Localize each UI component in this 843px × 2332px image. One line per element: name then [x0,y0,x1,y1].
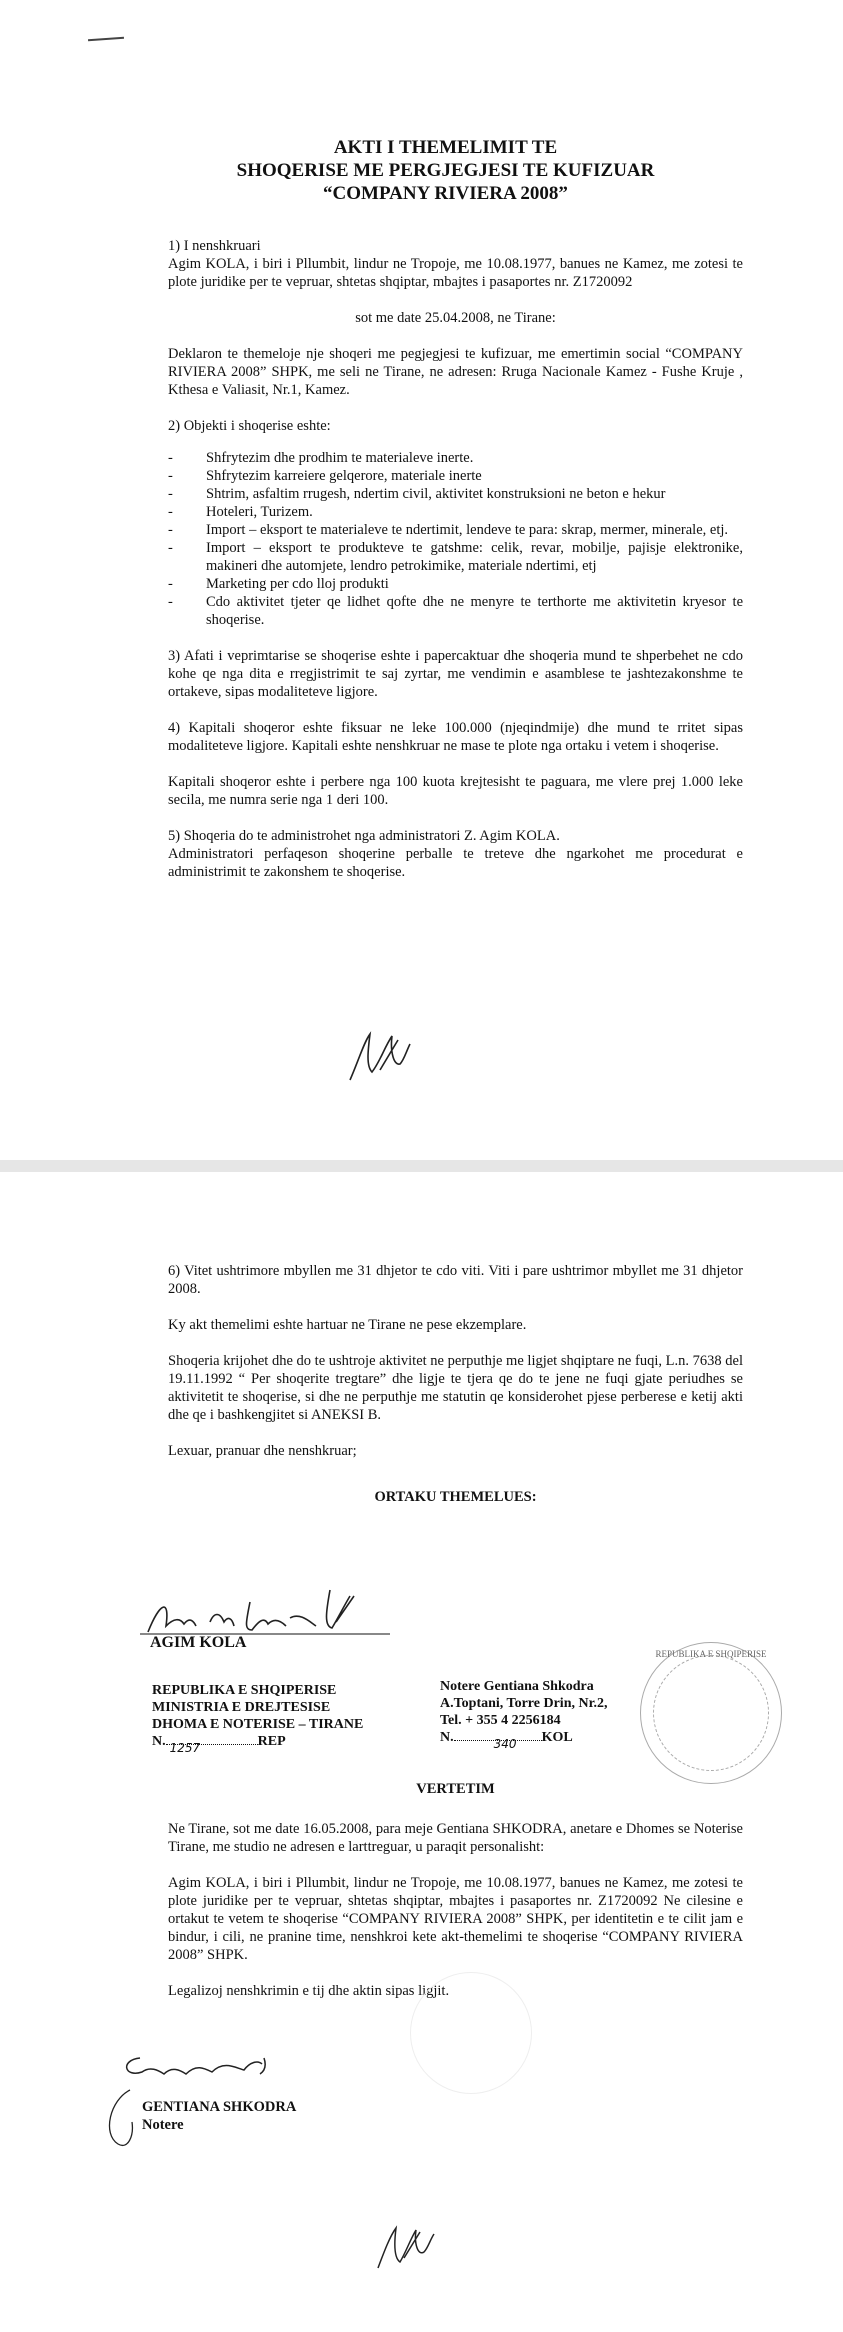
initials-signature [340,1022,420,1092]
vertetim-title: VERTETIM [416,1781,495,1797]
section-4b-text: Kapitali shoqeror eshte i perbere nga 100 kuota krejtesisht te paguara, me vlere prej 1.000 leke secila, me numra serie nga 1 deri 100. [168,774,743,808]
vertetim-intro: Ne Tirane, sot me date 16.05.2008, para meje Gentiana SHKODRA, anetare e Dhomes se Noterise Tirane, me studio ne adresen e larttreguar, u paraqit personalisht: [168,1821,743,1855]
left-ref-dots [166,1741,258,1755]
list-item: - Shfrytezim dhe prodhim te materialeve inerte. [206,449,743,467]
left-header-line-3: DHOMA E NOTERISE – TIRANE [152,1717,364,1732]
notary-stamp [640,1642,782,1784]
title-line-2: SHOQERISE ME PERGJEGJESI TE KUFIZUAR [236,160,655,181]
left-header-line-2: MINISTRIA E DREJTESISE [152,1700,331,1715]
section-1-text: Agim KOLA, i biri i Pllumbit, lindur ne Tropoje, me 10.08.1977, banues ne Kamez, me zotesi te plote juridike per te vepruar, shtetas shqiptar, mbajtes i pasaportes nr. Z1720092 [168,256,743,290]
section-2-heading: 2) Objekti i shoqerise eshte: [168,418,331,434]
faint-seal [410,1972,532,2094]
list-item: - Import – eksport te materialeve te ndertimit, lendeve te para: skrap, mermer, minerale, etj. [206,521,743,539]
right-reference-number [440,1729,608,1751]
section-1-heading: 1) I nenshkruari [168,238,261,254]
legalize-text: Legalizoj nenshkrimin e tij dhe aktin sipas ligjit. [168,1983,450,1999]
page1-content [168,136,743,881]
notary-name: GENTIANA SHKODRA [142,2099,297,2115]
section-6-text: 6) Vitet ushtrimore mbyllen me 31 dhjetor te cdo viti. Viti i pare ushtrimor mbyllet me 31 dhjetor 2008. [168,1263,743,1297]
right-header-line-3: Tel. + 355 4 2256184 [440,1713,561,1728]
notary-block [142,2098,296,2134]
left-header-line-1: REPUBLIKA E SHQIPERISE [152,1683,337,1698]
pen-mark [88,37,124,42]
document-page-1 [0,0,843,1160]
date-line: sot me date 25.04.2008, ne Tirane: [355,310,556,326]
certification-content [168,1780,743,2000]
stamp-text: REPUBLIKA E SHQIPERISE [655,1649,767,1659]
page-separator [0,1160,843,1172]
left-ref-handwritten: 1257 [169,1741,201,1755]
stamp-inner-ring [653,1655,769,1771]
right-ref-suffix: KOL [541,1730,573,1745]
left-header-block [152,1682,364,1755]
section-3-text: 3) Afati i veprimtarise se shoqerise eshte i papercaktuar dhe shoqeria mund te shperbehet ne cdo kohe qe nga dita e rregjistrimit te saj zyrtar, me vendimin e asamblese te jashtezakonshme te ortakeve, sipas modaliteteve ligjore. [168,648,743,700]
list-item: - Cdo aktivitet tjeter qe lidhet qofte dhe ne menyre te terthorte me aktivitetin kryesor te shoqerise. [206,593,743,629]
document-page-2 [0,1172,843,2332]
left-ref-prefix: N. [152,1734,166,1749]
list-item: - Shtrim, asfaltim rrugesh, ndertim civil, aktivitet konstruksioni ne beton e hekur [206,485,743,503]
right-header-line-2: A.Toptani, Torre Drin, Nr.2, [440,1696,608,1711]
left-ref-suffix: REP [257,1734,286,1749]
title-line-3: “COMPANY RIVIERA 2008” [323,183,568,204]
list-item: - Import – eksport te produkteve te gatshme: celik, revar, mobilje, pajisje elektronike, makineri dhe automjete, lendro petrokimike, materiale ndertimi, etj [206,539,743,575]
right-ref-dots [454,1737,542,1751]
copies-text: Ky akt themelimi eshte hartuar ne Tirane ne pese ekzemplare. [168,1317,527,1333]
right-header-block [440,1678,608,1751]
founder-name: AGIM KOLA [150,1634,247,1651]
section-5-line-1: 5) Shoqeria do te administrohet nga administratori Z. Agim KOLA. [168,828,560,844]
list-item: - Marketing per cdo lloj produkti [206,575,743,593]
page2-content [168,1262,743,1506]
law-text: Shoqeria krijohet dhe do te ushtroje aktivitet ne perputhje me ligjet shqiptare ne fuqi, L.n. 7638 del 19.11.1992 “ Per shoqerite tregtare” dhe ligje te tjera qe do te jene ne fuqi gjate periudhes se aktivitetit te shoqerise, si dhe ne perputhje me statutin qe konsiderohet pjese perberese e ketij akti dhe qe i bashkengjitet si ANEKSI B. [168,1353,743,1423]
objects-list [168,449,743,629]
right-ref-handwritten: 340 [493,1737,517,1751]
right-header-line-1: Notere Gentiana Shkodra [440,1679,594,1694]
title-line-1: AKTI I THEMELIMIT TE [333,137,558,158]
list-item: - Shfrytezim karreiere gelqerore, materiale inerte [206,467,743,485]
left-reference-number [152,1733,363,1755]
document-title [148,136,743,205]
initials-signature [370,2218,440,2278]
declaration-text: Deklaron te themeloje nje shoqeri me pegjegjesi te kufizuar, me emertimin social “COMPANY RIVIERA 2008” SHPK, me seli ne Tirane, ne adresen: Rruga Nacionale Kamez - Fushe Kruje , Kthesa e Valiasit, Nr.1, Kamez. [168,346,743,398]
founder-heading: ORTAKU THEMELUES: [374,1489,537,1505]
section-4-text: 4) Kapitali shoqeror eshte fiksuar ne leke 100.000 (njeqindmije) dhe mund te rritet sipas modaliteteve ligjore. Kapitali eshte nenshkruar ne mase te plote nga ortaku i vetem i shoqerise. [168,720,743,754]
notary-title: Notere [142,2117,184,2133]
vertetim-body: Agim KOLA, i biri i Pllumbit, lindur ne Tropoje, me 10.08.1977, banues ne Kamez, me zotesi te plote juridike per te vepruar, shtetas shqiptar, mbajtes i pasaportes nr. Z1720092 Ne cilesine e ortakut te vetem te shoqerise “COMPANY RIVIERA 2008” SHPK, per identitetin e te cilit jam e bindur, i cili, ne pranine time, nenshkroi kete akt-themelimi te shoqerise “COMPANY RIVIERA 2008” SHPK. [168,1875,743,1963]
read-approved-text: Lexuar, pranuar dhe nenshkruar; [168,1443,357,1459]
section-5-line-2: Administratori perfaqeson shoqerine perballe te treteve dhe ngarkohet me procedurat e administrimit te zakonshem te shoqerise. [168,846,743,880]
right-ref-prefix: N. [440,1730,454,1745]
list-item: - Hoteleri, Turizem. [206,503,743,521]
